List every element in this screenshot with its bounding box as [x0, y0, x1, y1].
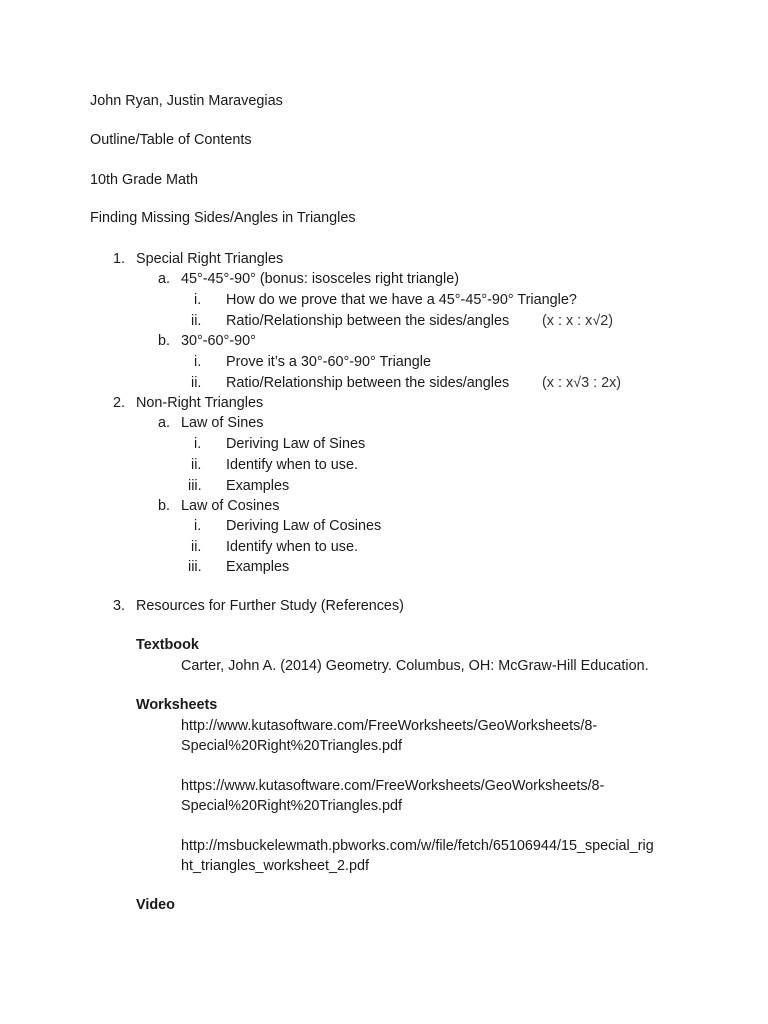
worksheets-heading: Worksheets — [136, 697, 218, 713]
list-item-marker: i. — [194, 436, 202, 452]
textbook-citation: Carter, John A. (2014) Geometry. Columbus, OH: McGraw-Hill Education. — [181, 658, 649, 674]
section-1-title: Special Right Triangles — [136, 251, 284, 267]
section-2b-marker: b. — [158, 498, 171, 514]
section-1a-ii-text: Ratio/Relationship between the sides/angles — [226, 313, 510, 329]
section-1b-ii-text: Ratio/Relationship between the sides/angles — [226, 375, 510, 391]
section-1b-i-text: Prove it’s a 30°-60°-90° Triangle — [226, 354, 431, 370]
textbook-heading: Textbook — [136, 637, 199, 653]
section-1a-label: 45°-45°-90° (bonus: isosceles right triangle) — [181, 271, 460, 287]
section-1b-ii-marker: ii. — [191, 375, 202, 391]
section-3-title: Resources for Further Study (References) — [136, 598, 404, 614]
list-item: Deriving Law of Sines — [226, 436, 366, 452]
worksheet-link[interactable]: Special%20Right%20Triangles.pdf — [181, 798, 403, 814]
section-2a-label: Law of Sines — [181, 415, 264, 431]
video-heading: Video — [136, 897, 175, 913]
section-1a-i-marker: i. — [194, 292, 202, 308]
section-1b-i-marker: i. — [194, 354, 202, 370]
section-1a-i-text: How do we prove that we have a 45°-45°-90° Triangle? — [226, 292, 577, 308]
list-item: Deriving Law of Cosines — [226, 518, 382, 534]
section-1a-ratio: (x : x : x√2) — [542, 313, 614, 329]
section-1a-marker: a. — [158, 271, 171, 287]
worksheet-link[interactable]: https://www.kutasoftware.com/FreeWorksheets/GeoWorksheets/8- — [181, 778, 605, 794]
list-item-marker: ii. — [191, 539, 202, 555]
section-1b-ratio: (x : x√3 : 2x) — [542, 375, 622, 391]
section-2-title: Non-Right Triangles — [136, 395, 264, 411]
list-item-marker: i. — [194, 518, 202, 534]
list-item: Identify when to use. — [226, 457, 358, 473]
list-item: Examples — [226, 478, 290, 494]
section-1-number: 1. — [113, 251, 126, 267]
list-item-marker: ii. — [191, 457, 202, 473]
list-item: Identify when to use. — [226, 539, 358, 555]
worksheet-link[interactable]: http://msbuckelewmath.pbworks.com/w/file/fetch/65106944/15_special_rig — [181, 838, 654, 854]
topic-title: Finding Missing Sides/Angles in Triangles — [90, 210, 356, 226]
list-item-marker: iii. — [188, 559, 202, 575]
list-item-marker: iii. — [188, 478, 202, 494]
section-2-number: 2. — [113, 395, 126, 411]
section-1a-ii-marker: ii. — [191, 313, 202, 329]
document-type: Outline/Table of Contents — [90, 132, 252, 148]
grade-course: 10th Grade Math — [90, 172, 198, 188]
authors: John Ryan, Justin Maravegias — [90, 93, 283, 109]
section-1b-marker: b. — [158, 333, 171, 349]
worksheet-link[interactable]: http://www.kutasoftware.com/FreeWorksheets/GeoWorksheets/8- — [181, 718, 598, 734]
list-item: Examples — [226, 559, 290, 575]
worksheet-link[interactable]: Special%20Right%20Triangles.pdf — [181, 738, 403, 754]
section-2a-marker: a. — [158, 415, 171, 431]
section-2b-label: Law of Cosines — [181, 498, 280, 514]
worksheet-link[interactable]: ht_triangles_worksheet_2.pdf — [181, 858, 369, 874]
section-3-number: 3. — [113, 598, 126, 614]
section-1b-label: 30°-60°-90° — [181, 333, 256, 349]
